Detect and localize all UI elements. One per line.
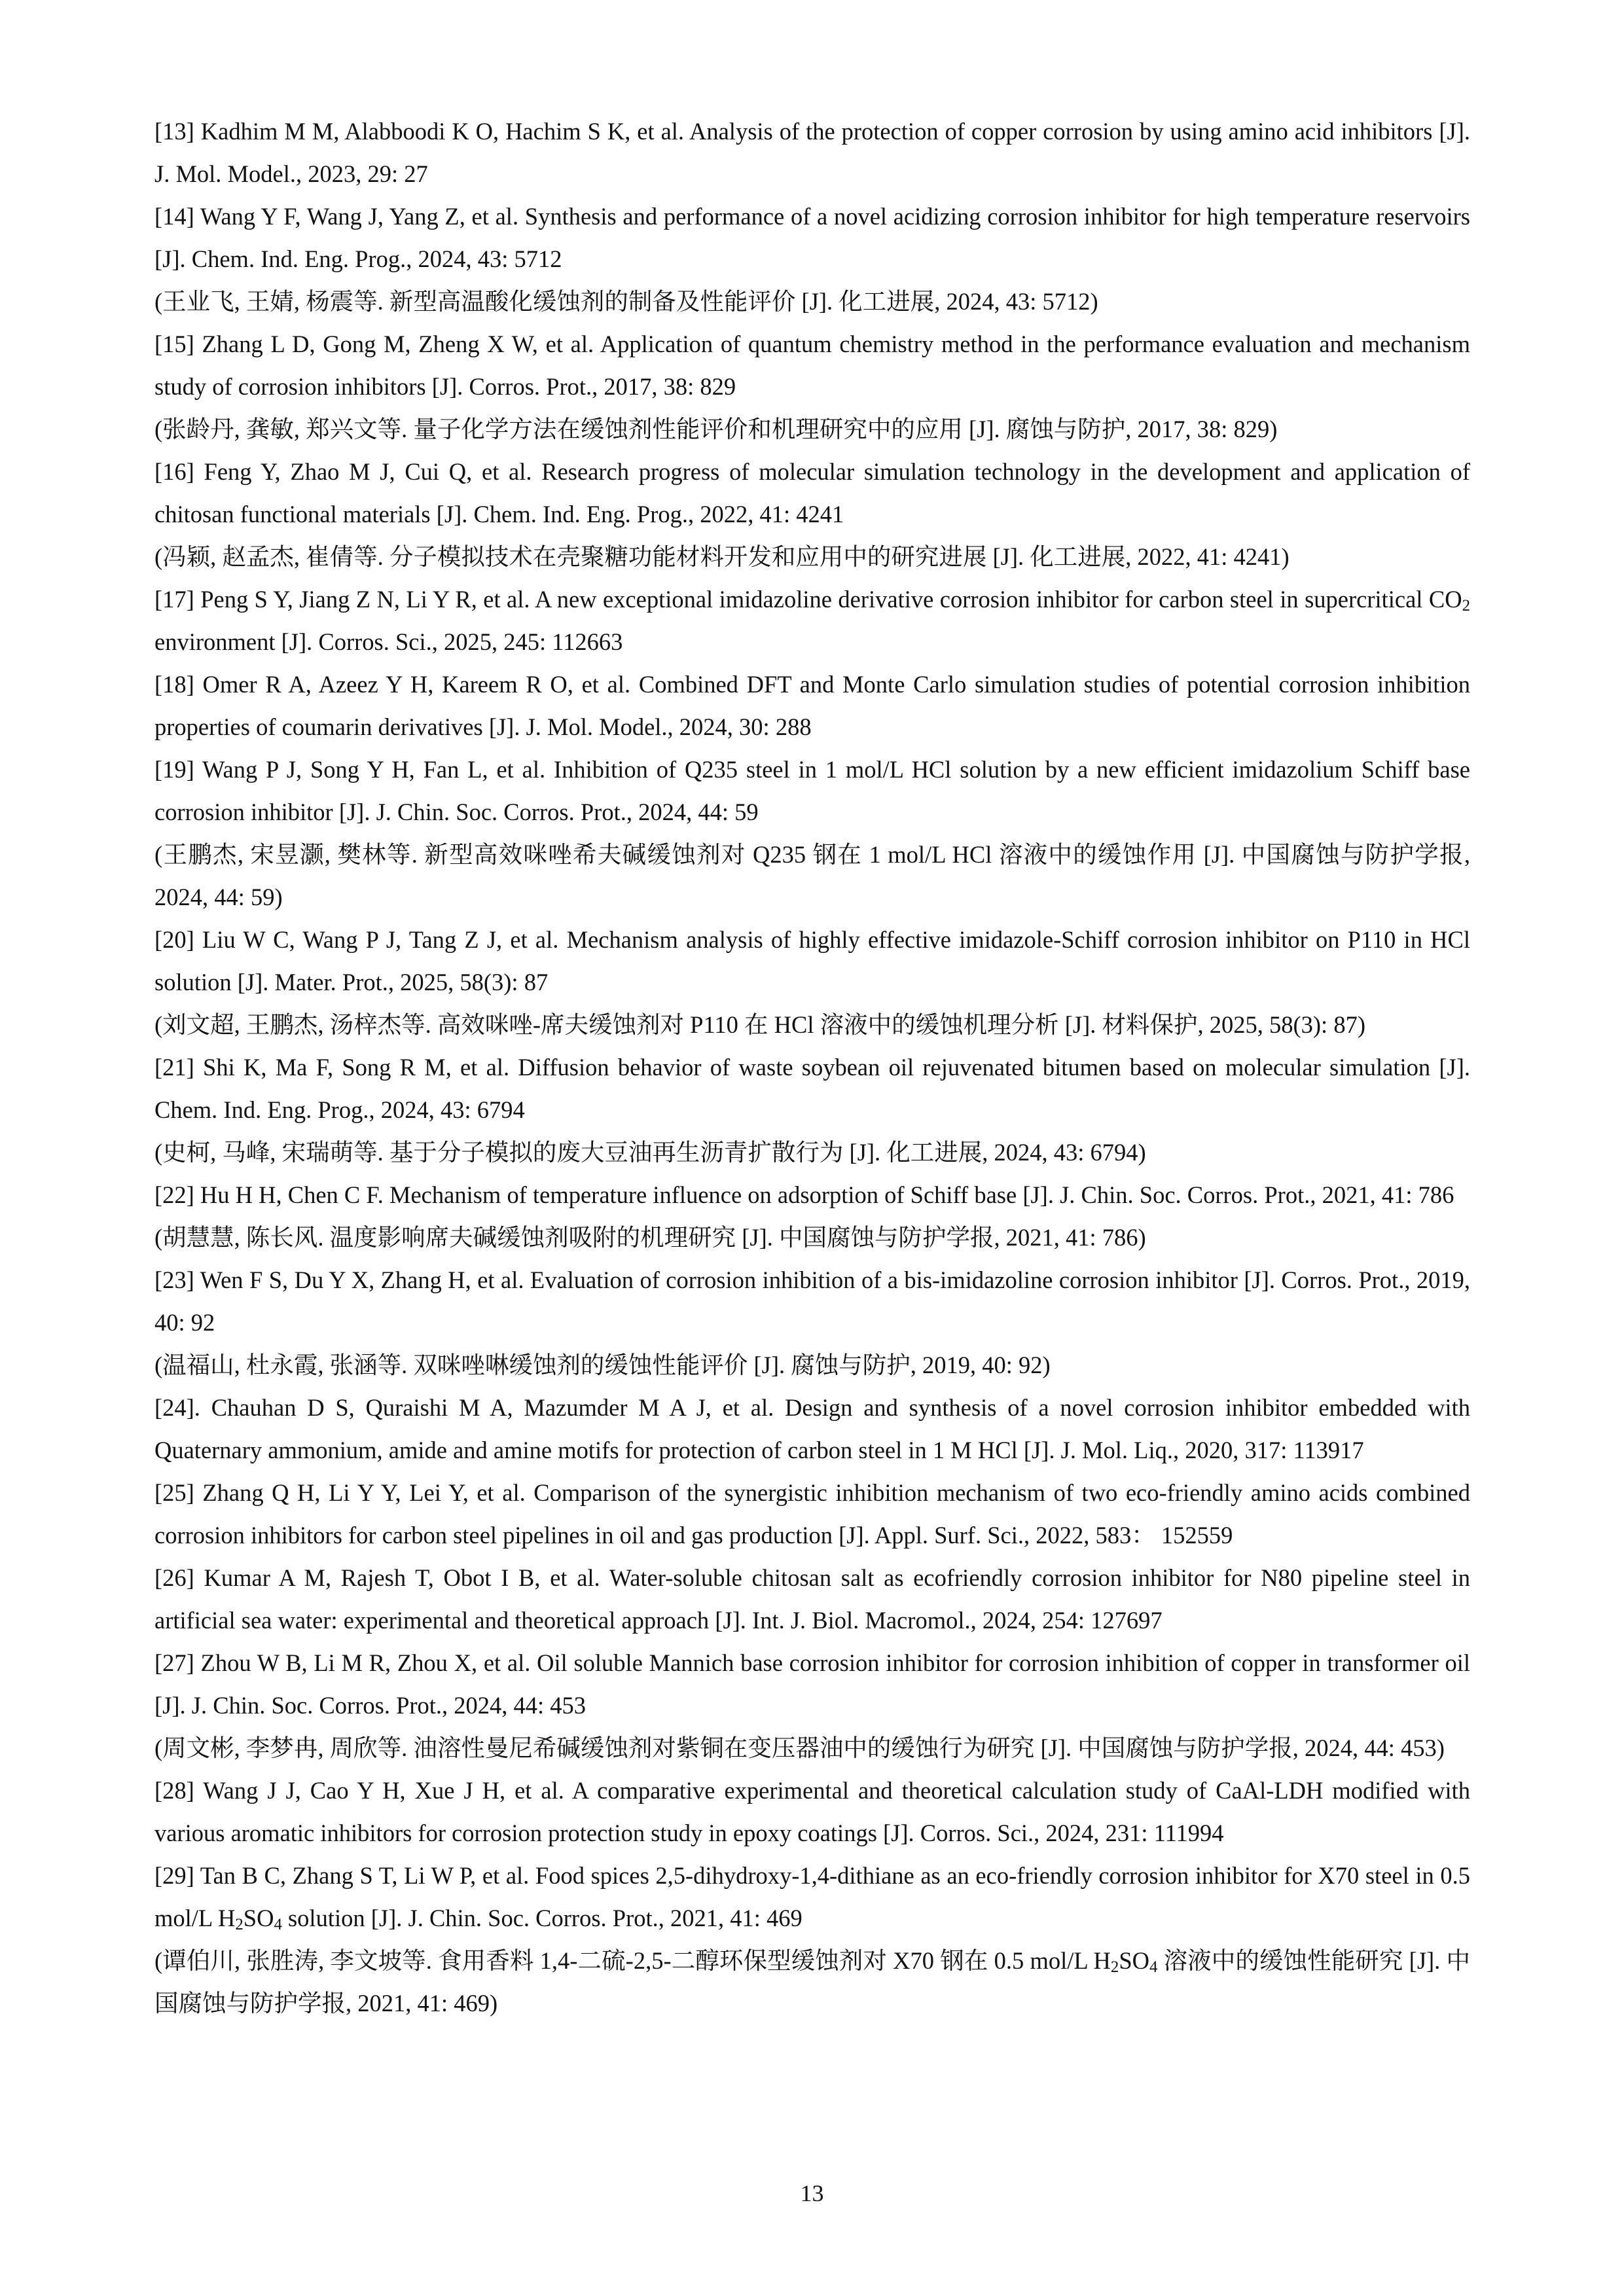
reference-entry: [154, 1769, 1470, 1854]
reference-text: SO: [243, 1905, 274, 1931]
reference-text: solution [J]. J. Chin. Soc. Corros. Prot., 2021, 41: 469: [281, 1905, 803, 1931]
reference-text: (王业飞, 王婧, 杨震等. 新型高温酸化缓蚀剂的制备及性能评价 [J]. 化工进展, 2024, 43: 5712): [154, 288, 1098, 315]
reference-text: [25] Zhang Q H, Li Y Y, Lei Y, et al. Comparison of the synergistic inhibition mechanism of two eco-friendly amino acids combined corrosion inhibitors for carbon steel pipelines in oil and gas production [J]. Appl. Surf. Sci., 2022, 583： 152559: [154, 1479, 1470, 1549]
reference-entry: [154, 1174, 1470, 1216]
reference-text: [26] Kumar A M, Rajesh T, Obot I B, et al. Water-soluble chitosan salt as ecofriendly corrosion inhibitor for N80 pipeline steel in artificial sea water: experimental and theoretical approach [J]. Int. J. Biol. Macromol., 2024, 254: 127697: [154, 1564, 1470, 1634]
page-number: 13: [800, 2180, 824, 2206]
reference-text: [13] Kadhim M M, Alabboodi K O, Hachim S K, et al. Analysis of the protection of copper corrosion by using amino acid inhibitors [J]. J. Mol. Model., 2023, 29: 27: [154, 118, 1470, 187]
reference-entry: [154, 1046, 1470, 1131]
reference-text: (刘文超, 王鹏杰, 汤梓杰等. 高效咪唑-席夫缓蚀剂对 P110 在 HCl 溶液中的缓蚀机理分析 [J]. 材料保护, 2025, 58(3): 87): [154, 1011, 1365, 1038]
reference-text: [28] Wang J J, Cao Y H, Xue J H, et al. A comparative experimental and theoretical calculation study of CaAl-LDH modified with various aromatic inhibitors for corrosion protection study in epoxy coatings [J]. Corros. Sci., 2024, 231: 111994: [154, 1777, 1470, 1846]
reference-text: (史柯, 马峰, 宋瑞萌等. 基于分子模拟的废大豆油再生沥青扩散行为 [J]. 化工进展, 2024, 43: 6794): [154, 1139, 1146, 1166]
subscript: 2: [1110, 1958, 1119, 1976]
subscript: 2: [1462, 596, 1470, 615]
reference-text: [22] Hu H H, Chen C F. Mechanism of temperature influence on adsorption of Schiff base [J]. J. Chin. Soc. Corros. Prot., 2021, 41: 786: [154, 1181, 1454, 1208]
reference-entry: [154, 1386, 1470, 1471]
reference-text: [15] Zhang L D, Gong M, Zheng X W, et al. Application of quantum chemistry method in the performance evaluation and mechanism study of corrosion inhibitors [J]. Corros. Prot., 2017, 38: 829: [154, 331, 1470, 400]
subscript: 2: [235, 1915, 244, 1933]
reference-text: (王鹏杰, 宋昱灏, 樊林等. 新型高效咪唑希夫碱缓蚀剂对 Q235 钢在 1 mol/L HCl 溶液中的缓蚀作用 [J]. 中国腐蚀与防护学报, 2024, 44: 59): [154, 841, 1470, 910]
reference-text: [27] Zhou W B, Li M R, Zhou X, et al. Oil soluble Mannich base corrosion inhibitor for corrosion inhibition of copper in transformer oil [J]. J. Chin. Soc. Corros. Prot., 2024, 44: 453: [154, 1649, 1470, 1719]
reference-entry: [154, 578, 1470, 663]
reference-entry: [154, 1216, 1470, 1259]
reference-entry: [154, 833, 1470, 918]
reference-text: (张龄丹, 龚敏, 郑兴文等. 量子化学方法在缓蚀剂性能评价和机理研究中的应用 [J]. 腐蚀与防护, 2017, 38: 829): [154, 416, 1278, 442]
reference-entry: [154, 535, 1470, 578]
reference-text: SO: [1119, 1947, 1149, 1974]
reference-entry: [154, 110, 1470, 195]
reference-text: [16] Feng Y, Zhao M J, Cui Q, et al. Research progress of molecular simulation technology in the development and application of chitosan functional materials [J]. Chem. Ind. Eng. Prog., 2022, 41: 4241: [154, 458, 1470, 528]
reference-text: [29] Tan B C, Zhang S T, Li W P, et al. Food spices 2,5-dihydroxy-1,4-dithiane as an eco-friendly corrosion inhibitor for X70 steel in 0.5 mol/L H: [154, 1862, 1470, 1931]
reference-text: 溶液中的缓蚀性能研究 [J]. 中国腐蚀与防护学报, 2021, 41: 469): [154, 1947, 1471, 2017]
reference-text: [18] Omer R A, Azeez Y H, Kareem R O, et al. Combined DFT and Monte Carlo simulation studies of potential corrosion inhibition properties of coumarin derivatives [J]. J. Mol. Model., 2024, 30: 288: [154, 671, 1470, 740]
reference-text: (周文彬, 李梦冉, 周欣等. 油溶性曼尼希碱缓蚀剂对紫铜在变压器油中的缓蚀行为研究 [J]. 中国腐蚀与防护学报, 2024, 44: 453): [154, 1734, 1445, 1761]
reference-text: (胡慧慧, 陈长风. 温度影响席夫碱缓蚀剂吸附的机理研究 [J]. 中国腐蚀与防护学报, 2021, 41: 786): [154, 1224, 1146, 1251]
reference-text: (冯颖, 赵孟杰, 崔倩等. 分子模拟技术在壳聚糖功能材料开发和应用中的研究进展 [J]. 化工进展, 2022, 41: 4241): [154, 543, 1290, 570]
reference-entry: [154, 1727, 1470, 1769]
reference-text: [20] Liu W C, Wang P J, Tang Z J, et al. Mechanism analysis of highly effective imidazole-Schiff corrosion inhibitor on P110 in HCl solution [J]. Mater. Prot., 2025, 58(3): 87: [154, 926, 1470, 996]
reference-entry: [154, 918, 1470, 1003]
reference-entry: [154, 663, 1470, 748]
reference-entry: [154, 450, 1470, 535]
reference-entry: [154, 195, 1470, 280]
reference-text: [21] Shi K, Ma F, Song R M, et al. Diffusion behavior of waste soybean oil rejuvenated bitumen based on molecular simulation [J]. Chem. Ind. Eng. Prog., 2024, 43: 6794: [154, 1054, 1470, 1123]
reference-entry: [154, 1641, 1470, 1727]
reference-entry: [154, 1471, 1470, 1556]
reference-entry: [154, 1344, 1470, 1386]
reference-entry: [154, 1939, 1470, 2024]
reference-entry: [154, 323, 1470, 408]
subscript: 4: [1149, 1958, 1158, 1976]
reference-entry: [154, 1259, 1470, 1344]
reference-entry: [154, 280, 1470, 323]
reference-entry: [154, 1131, 1470, 1174]
subscript: 4: [274, 1915, 282, 1933]
reference-text: (温福山, 杜永霞, 张涵等. 双咪唑啉缓蚀剂的缓蚀性能评价 [J]. 腐蚀与防护, 2019, 40: 92): [154, 1352, 1051, 1378]
reference-text: (谭伯川, 张胜涛, 李文坡等. 食用香料 1,4-二硫-2,5-二醇环保型缓蚀剂对 X70 钢在 0.5 mol/L H: [154, 1947, 1111, 1974]
reference-entry: [154, 748, 1470, 833]
reference-text: [23] Wen F S, Du Y X, Zhang H, et al. Evaluation of corrosion inhibition of a bis-imidazoline corrosion inhibitor [J]. Corros. Prot., 2019, 40: 92: [154, 1266, 1470, 1336]
reference-text: environment [J]. Corros. Sci., 2025, 245: 112663: [154, 628, 623, 655]
reference-entry: [154, 1556, 1470, 1641]
reference-text: [19] Wang P J, Song Y H, Fan L, et al. Inhibition of Q235 steel in 1 mol/L HCl solution by a new efficient imidazolium Schiff base corrosion inhibitor [J]. J. Chin. Soc. Corros. Prot., 2024, 44: 59: [154, 756, 1470, 825]
reference-entry: [154, 1003, 1470, 1046]
reference-text: [17] Peng S Y, Jiang Z N, Li Y R, et al. A new exceptional imidazoline derivative corrosion inhibitor for carbon steel in supercritical CO: [154, 586, 1462, 613]
reference-list: [154, 110, 1470, 2024]
reference-entry: [154, 1854, 1470, 1939]
reference-entry: [154, 408, 1470, 450]
reference-text: [24]. Chauhan D S, Quraishi M A, Mazumder M A J, et al. Design and synthesis of a novel corrosion inhibitor embedded with Quaternary ammonium, amide and amine motifs for protection of carbon steel in 1 M HCl [J]. J. Mol. Liq., 2020, 317: 113917: [154, 1394, 1470, 1463]
reference-text: [14] Wang Y F, Wang J, Yang Z, et al. Synthesis and performance of a novel acidizing corrosion inhibitor for high temperature reservoirs [J]. Chem. Ind. Eng. Prog., 2024, 43: 5712: [154, 203, 1470, 272]
